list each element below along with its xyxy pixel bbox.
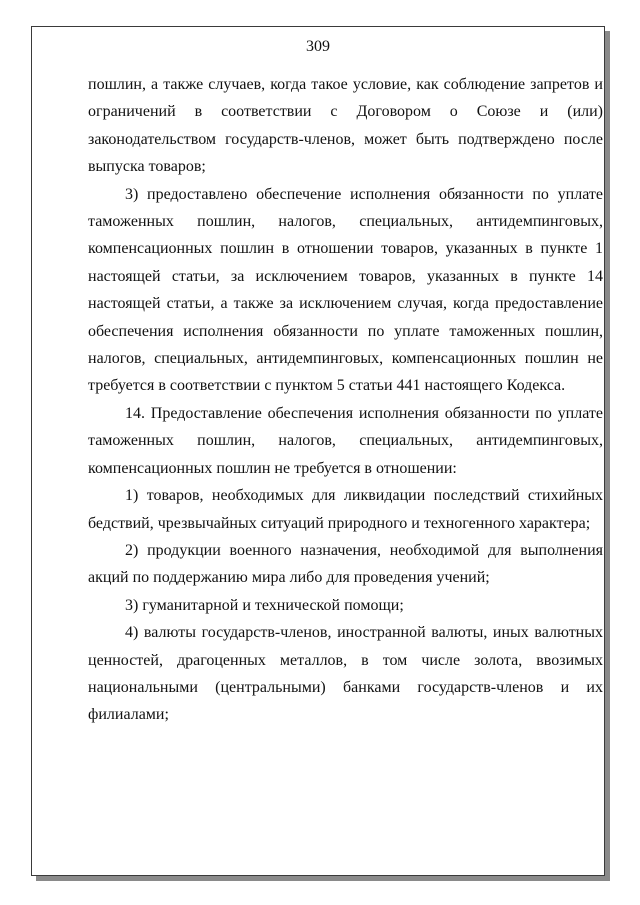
page-number: 309 bbox=[306, 38, 330, 55]
paragraph-item-3: 3) предоставлено обеспечение исполнения обязанности по уплате таможенных пошлин, налогов, специальных, антидемпинговых, компенсационных пошлин в отношении товаров, указанных в пункте 1 настоящей статьи, за исключением товаров, указанных в пункте 14 настоящей статьи, а также за исключением случая, когда предоставление обеспечения исполнения обязанности по уплате таможенных пошлин, налогов, специальных, антидемпинговых, компенсационных пошлин не требуется в соответствии с пунктом 5 статьи 441 настоящего Кодекса. bbox=[88, 185, 603, 395]
paragraph-subitem-3: 3) гуманитарной и технической помощи; bbox=[125, 596, 404, 614]
paragraph-subitem-4: 4) валюты государств-членов, иностранной валюты, иных валютных ценностей, драгоценных металлов, в том числе золота, ввозимых национальными (центральными) банками государств-членов и их филиалами; bbox=[88, 624, 603, 724]
paragraph-clause-14: 14. Предоставление обеспечения исполнения обязанности по уплате таможенных пошлин, налогов, специальных, антидемпинговых, компенсационных пошлин не требуется в отношении: bbox=[88, 404, 603, 477]
paragraph-subitem-2: 2) продукции военного назначения, необходимой для выполнения акций по поддержанию мира либо для проведения учений; bbox=[88, 541, 603, 587]
document-body bbox=[88, 71, 603, 729]
paragraph-continuation: пошлин, а также случаев, когда такое условие, как соблюдение запретов и ограничений в соответствии с Договором о Союзе и (или) законодательством государств-членов, может быть подтверждено после выпуска товаров; bbox=[88, 76, 603, 176]
document-page bbox=[31, 26, 605, 876]
paragraph-subitem-1: 1) товаров, необходимых для ликвидации последствий стихийных бедствий, чрезвычайных ситуаций природного и техногенного характера; bbox=[88, 487, 603, 532]
